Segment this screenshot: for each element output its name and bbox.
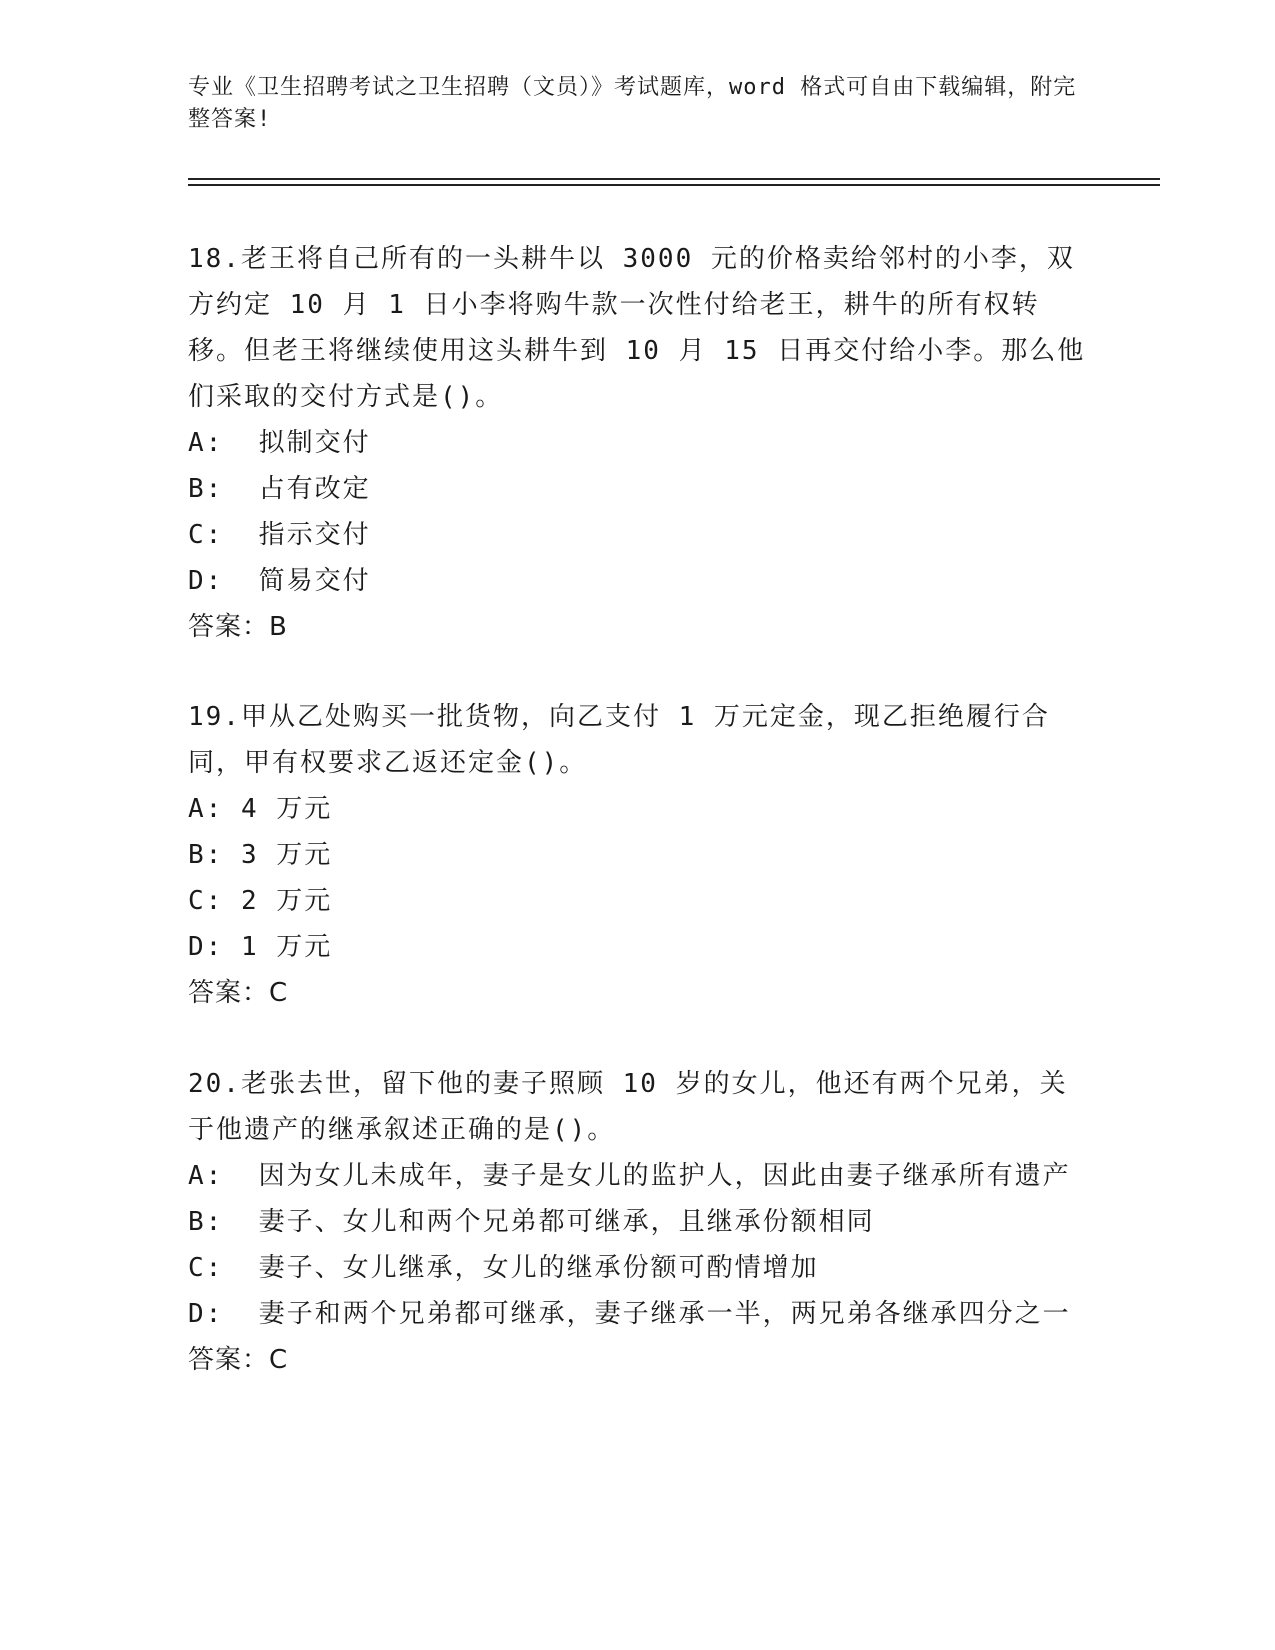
document-header: 专业《卫生招聘考试之卫生招聘（文员）》考试题库，word 格式可自由下载编辑，附完整答案! [188, 75, 1077, 132]
option-text: 指示交付 [258, 520, 371, 550]
option-c [188, 512, 1088, 558]
option-separator: : [205, 1161, 224, 1191]
option-key: D [188, 932, 206, 962]
option-key: B [188, 840, 206, 870]
option-list [188, 420, 1088, 604]
option-key: D [188, 566, 206, 596]
option-key: A [188, 1161, 206, 1191]
option-text: 简易交付 [258, 566, 371, 596]
option-separator: : [205, 840, 224, 870]
option-key: C [188, 520, 206, 550]
option-text: 拟制交付 [258, 428, 371, 458]
option-key: B [188, 1207, 206, 1237]
option-separator: : [205, 474, 224, 504]
question-text: 20.老张去世，留下他的妻子照顾 10 岁的女儿，他还有两个兄弟，关于他遗产的继承叙述正确的是()。 [188, 1069, 1068, 1145]
option-text: 妻子、女儿继承，女儿的继承份额可酌情增加 [258, 1253, 819, 1283]
option-separator: : [205, 1299, 224, 1329]
option-key: D [188, 1299, 206, 1329]
option-d [188, 1291, 1088, 1337]
option-b [188, 466, 1088, 512]
option-separator: : [205, 794, 224, 824]
answer-label: 答案：C [188, 978, 289, 1008]
option-b [188, 1199, 1088, 1245]
option-list [188, 1153, 1088, 1337]
option-a [188, 420, 1088, 466]
option-key: C [188, 1253, 206, 1283]
option-text: 占有改定 [258, 474, 371, 504]
question-20 [188, 1061, 1088, 1383]
option-key: B [188, 474, 206, 504]
answer-label: 答案：B [188, 612, 288, 642]
option-separator: : [205, 566, 224, 596]
option-d [188, 924, 1088, 970]
header-rule-bottom [188, 184, 1160, 186]
option-d [188, 558, 1088, 604]
option-text: 妻子、女儿和两个兄弟都可继承，且继承份额相同 [258, 1207, 875, 1237]
option-separator: : [205, 1253, 224, 1283]
option-a [188, 1153, 1088, 1199]
answer-label: 答案：C [188, 1345, 289, 1375]
option-text: 1 万元 [240, 932, 333, 962]
option-key: C [188, 886, 206, 916]
option-separator: : [205, 1207, 224, 1237]
question-text: 18.老王将自己所有的一头耕牛以 3000 元的价格卖给邻村的小李，双方约定 10 月 1 日小李将购牛款一次性付给老王，耕牛的所有权转移。但老王将继续使用这头耕牛到 10 月 15 日再交付给小李。那么他们采取的交付方式是()。 [188, 244, 1086, 412]
option-text: 3 万元 [240, 840, 333, 870]
option-key: A [188, 794, 206, 824]
option-separator: : [205, 520, 224, 550]
option-separator: : [205, 886, 224, 916]
option-separator: : [205, 932, 224, 962]
option-text: 4 万元 [240, 794, 333, 824]
option-text: 2 万元 [240, 886, 333, 916]
question-19 [188, 694, 1088, 1016]
question-text: 19.甲从乙处购买一批货物，向乙支付 1 万元定金，现乙拒绝履行合同，甲有权要求乙返还定金()。 [188, 702, 1050, 778]
option-separator: : [205, 428, 224, 458]
option-list [188, 786, 1088, 970]
option-text: 因为女儿未成年，妻子是女儿的监护人，因此由妻子继承所有遗产 [258, 1161, 1071, 1191]
question-18 [188, 236, 1088, 650]
option-a [188, 786, 1088, 832]
option-c [188, 878, 1088, 924]
option-b [188, 832, 1088, 878]
option-key: A [188, 428, 206, 458]
option-text: 妻子和两个兄弟都可继承，妻子继承一半，两兄弟各继承四分之一 [258, 1299, 1071, 1329]
option-c [188, 1245, 1088, 1291]
header-rule-top [188, 178, 1160, 180]
